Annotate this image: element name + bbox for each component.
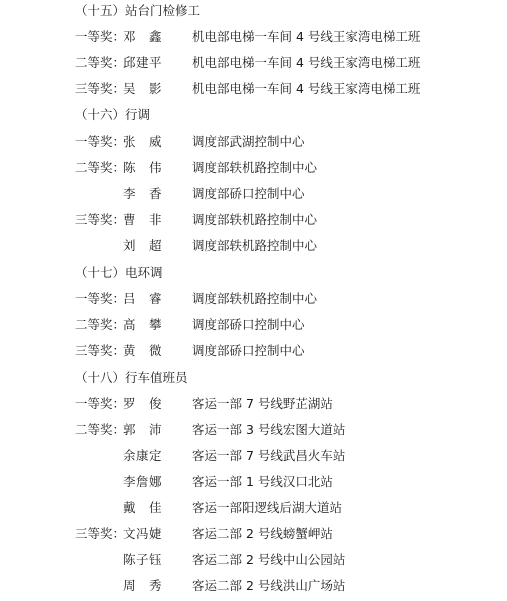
award-level: 三等奖： (75, 81, 126, 96)
award-row (0, 473, 507, 491)
winner-name: 周 秀 (123, 578, 163, 593)
award-row (0, 551, 507, 569)
winner-unit: 客运一部 7 号线武昌火车站 (192, 448, 346, 463)
award-row (0, 80, 507, 98)
winner-unit: 客运二部 2 号线中山公园站 (192, 552, 346, 567)
winner-name: 李詹娜 (123, 474, 163, 489)
award-level: 三等奖： (75, 212, 126, 227)
award-row (0, 185, 507, 203)
award-level: 二等奖： (75, 160, 126, 175)
winner-unit: 客运一部 3 号线宏图大道站 (192, 422, 346, 437)
award-row (0, 159, 507, 177)
winner-unit: 机电部电梯一车间 4 号线王家湾电梯工班 (192, 55, 421, 70)
winner-name: 邱建平 (123, 55, 163, 70)
award-row (0, 499, 507, 517)
winner-name: 陈子钰 (123, 552, 163, 567)
winner-unit: 机电部电梯一车间 4 号线王家湾电梯工班 (192, 29, 421, 44)
winner-name: 张 威 (123, 134, 163, 149)
winner-name: 高 攀 (123, 317, 163, 332)
winner-unit: 调度部轶机路控制中心 (192, 291, 318, 306)
winner-unit: 调度部轶机路控制中心 (192, 238, 318, 253)
winner-name: 吴 影 (123, 81, 163, 96)
award-row (0, 395, 507, 413)
award-level: 一等奖： (75, 29, 126, 44)
award-row (0, 290, 507, 308)
award-row (0, 133, 507, 151)
award-level: 三等奖： (75, 343, 126, 358)
award-level: 一等奖： (75, 396, 126, 411)
award-row (0, 342, 507, 360)
section-heading: （十八）行车值班员 (75, 370, 188, 385)
winner-unit: 调度部硚口控制中心 (192, 317, 305, 332)
winner-name: 邓 鑫 (123, 29, 163, 44)
winner-unit: 客运一部 1 号线汉口北站 (192, 474, 333, 489)
winner-name: 曹 非 (123, 212, 163, 227)
winner-unit: 客运一部 7 号线野芷湖站 (192, 396, 333, 411)
winner-name: 刘 超 (123, 238, 163, 253)
section-heading: （十五）站台门检修工 (75, 3, 201, 18)
winner-unit: 调度部轶机路控制中心 (192, 160, 318, 175)
winner-name: 文冯婕 (123, 526, 163, 541)
award-row (0, 54, 507, 72)
award-row (0, 447, 507, 465)
award-row (0, 525, 507, 543)
winner-name: 郭 沛 (123, 422, 163, 437)
winner-name: 陈 伟 (123, 160, 163, 175)
award-row (0, 421, 507, 439)
winner-unit: 客运二部 2 号线螃蟹岬站 (192, 526, 333, 541)
winner-unit: 机电部电梯一车间 4 号线王家湾电梯工班 (192, 81, 421, 96)
winner-name: 罗 俊 (123, 396, 163, 411)
award-row (0, 237, 507, 255)
award-level: 二等奖： (75, 422, 126, 437)
award-level: 三等奖： (75, 526, 126, 541)
winner-unit: 调度部硚口控制中心 (192, 343, 305, 358)
winner-unit: 客运二部 2 号线洪山广场站 (192, 578, 346, 593)
winner-unit: 调度部轶机路控制中心 (192, 212, 318, 227)
award-level: 一等奖： (75, 291, 126, 306)
award-row (0, 28, 507, 46)
winner-name: 李 香 (123, 186, 163, 201)
award-level: 一等奖： (75, 134, 126, 149)
award-level: 二等奖： (75, 317, 126, 332)
award-level: 二等奖： (75, 55, 126, 70)
award-row (0, 211, 507, 229)
winner-unit: 调度部武湖控制中心 (192, 134, 305, 149)
winner-name: 余康定 (123, 448, 163, 463)
award-row (0, 577, 507, 595)
winner-unit: 调度部硚口控制中心 (192, 186, 305, 201)
winner-name: 黄 微 (123, 343, 163, 358)
section-heading: （十七）电环调 (75, 265, 163, 280)
section-heading: （十六）行调 (75, 107, 151, 122)
winner-name: 戴 佳 (123, 500, 163, 515)
winner-unit: 客运一部阳逻线后湖大道站 (192, 500, 343, 515)
award-row (0, 316, 507, 334)
winner-name: 吕 睿 (123, 291, 163, 306)
